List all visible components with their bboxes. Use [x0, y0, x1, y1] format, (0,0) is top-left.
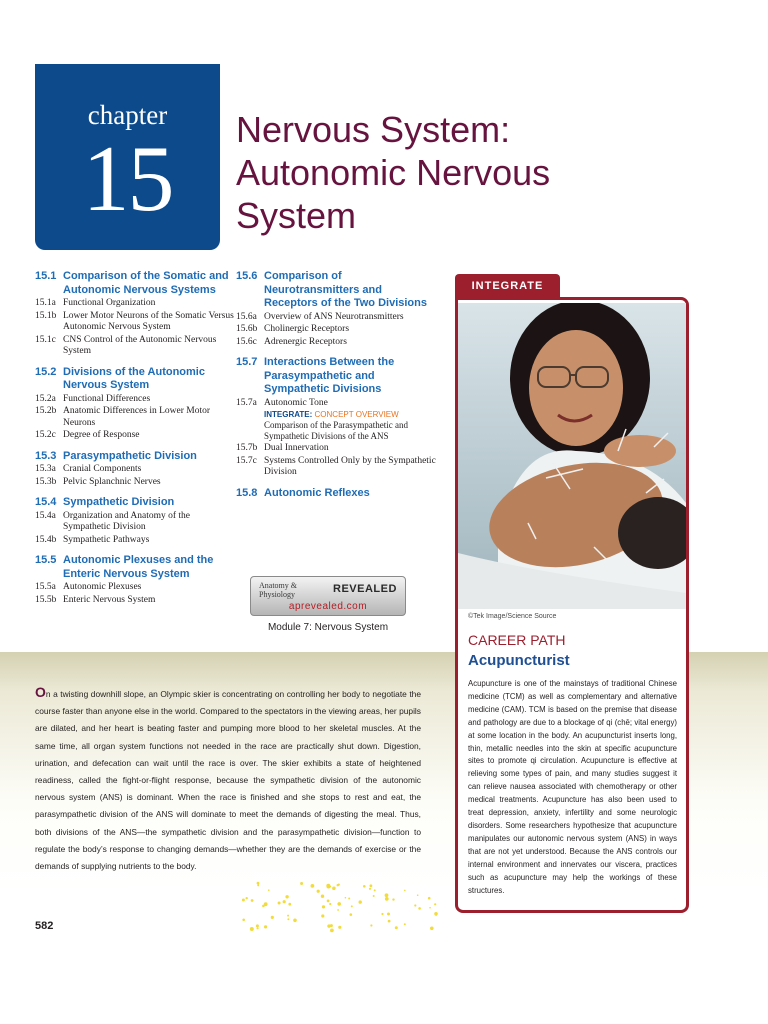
revealed-url-link[interactable]: aprevealed.com: [288, 601, 368, 612]
toc-subsection-title: Systems Controlled Only by the Sympathetic Division: [264, 455, 436, 477]
toc-subsection-title: Functional Organization: [63, 298, 156, 308]
toc-subsection-number: 15.1b: [35, 310, 57, 321]
ap-revealed-logo[interactable]: [250, 576, 406, 616]
decorative-dot: [350, 913, 353, 916]
toc-subsection[interactable]: [35, 430, 235, 442]
toc-integrate-concept: [264, 410, 436, 442]
toc-section-title: Interactions Between the Parasympathetic and Sympathetic Divisions: [264, 356, 395, 395]
toc-subsection-number: 15.1a: [35, 298, 56, 308]
toc-section-heading[interactable]: [35, 450, 235, 464]
toc-subsection-number: 15.3a: [35, 464, 56, 474]
integrate-tab: INTEGRATE: [455, 274, 560, 298]
toc-subsection[interactable]: [35, 582, 235, 594]
toc-section: [35, 450, 235, 489]
toc-section: [236, 487, 436, 501]
toc-section-title: Comparison of the Somatic and Autonomic Nervous Systems: [63, 270, 229, 296]
toc-subsection-title: Pelvic Splanchnic Nerves: [63, 476, 161, 487]
toc-section-title: Autonomic Plexuses and the Enteric Nervous System: [63, 554, 214, 580]
decorative-dot: [417, 894, 419, 896]
career-path-sidebar: [455, 297, 689, 913]
toc-subsection-number: 15.4b: [35, 534, 57, 545]
decorative-dot: [288, 903, 291, 906]
decorative-dot: [327, 900, 330, 903]
toc-subsection-number: 15.4a: [35, 510, 56, 521]
decorative-dot: [257, 882, 260, 885]
toc-section-number: 15.6: [236, 270, 258, 282]
decorative-dot: [283, 900, 286, 903]
decorative-dot: [293, 919, 297, 923]
career-title: Acupuncturist: [468, 652, 570, 669]
decorative-dot: [363, 885, 366, 888]
decorative-dot: [250, 927, 254, 931]
decorative-dot: [418, 907, 421, 910]
decorative-dots-icon: [240, 880, 440, 934]
toc-subsection[interactable]: [35, 535, 235, 547]
decorative-dot: [285, 895, 288, 898]
decorative-dot: [338, 926, 341, 929]
toc-subsection-title: Cranial Components: [63, 464, 142, 474]
decorative-dot: [370, 924, 372, 926]
toc-subsection-number: 15.7c: [236, 455, 257, 466]
toc-subsection[interactable]: [236, 443, 436, 455]
decorative-dot: [242, 919, 245, 922]
page-number: 582: [35, 920, 54, 932]
decorative-dot: [327, 924, 330, 927]
chapter-title: [236, 108, 676, 237]
toc-subsection[interactable]: [236, 337, 436, 349]
acupuncture-photo: [458, 303, 686, 609]
chapter-title-line: Autonomic Nervous: [236, 152, 551, 193]
revealed-logo-anatomy: Anatomy & Physiology: [259, 581, 297, 599]
toc-subsection[interactable]: [35, 335, 235, 358]
toc-subsection-number: 15.6b: [236, 324, 258, 334]
integrate-tag: INTEGRATE:: [264, 410, 313, 419]
toc-section: [236, 356, 436, 479]
toc-section-title: Parasympathetic Division: [63, 449, 197, 462]
decorative-dot: [337, 902, 341, 906]
decorative-dot: [300, 882, 303, 885]
decorative-dot: [278, 902, 281, 905]
decorative-dot: [385, 893, 389, 897]
chapter-number-box: [35, 64, 220, 250]
chapter-intro-paragraph: [35, 684, 421, 875]
toc-subsection[interactable]: [35, 298, 235, 310]
decorative-dot: [430, 927, 434, 931]
toc-section: [236, 270, 436, 348]
toc-section-heading[interactable]: [236, 270, 436, 311]
toc-section-heading[interactable]: [35, 366, 235, 393]
toc-section-number: 15.7: [236, 356, 258, 368]
decorative-dot: [370, 884, 373, 887]
decorative-dot: [351, 905, 353, 907]
toc-section-heading[interactable]: [236, 356, 436, 397]
decorative-dot: [257, 884, 259, 886]
decorative-dot: [329, 903, 331, 905]
toc-section: [35, 366, 235, 442]
decorative-dot: [330, 929, 334, 933]
decorative-dot: [242, 899, 245, 902]
toc-section-number: 15.2: [35, 365, 57, 378]
decorative-dot: [404, 923, 406, 925]
intro-drop-cap: O: [35, 684, 46, 700]
career-description: Acupuncture is one of the mainstays of traditional Chinese medicine (TCM) as well as complementary and alternative medicine (CAM). TCM is based on the premise that disease and pathology are due to a blockage of qi (chē; vital energy) at some location in the body. An acupuncturist inserts long, thin, metallic needles into the skin at specific acupuncture sites to promote qi circulation. Acupuncture is effective at relieving some types of pain, and many studies suggest it can relieve nausea associated with chemotherapy or other medical treatments. Acupuncture has also been used to treat depression, anxiety, infertility and some neurologic disorders. Some researchers hypothesize that acupuncture manipulates our autonomic nervous system (ANS) in ways that are not yet understood. Because the ANS controls our internal environment and innervates our viscera, practices such as acupuncture may help the workings of these structures.: [468, 679, 677, 895]
concept-overview-label: CONCEPT OVERVIEW: [314, 410, 399, 419]
table-of-contents-right: [236, 270, 436, 508]
decorative-dot: [385, 897, 389, 901]
toc-subsection-title: Adrenergic Receptors: [264, 336, 347, 347]
toc-subsection[interactable]: [236, 312, 436, 324]
acupuncture-photo-icon: [458, 303, 686, 609]
decorative-dot: [392, 898, 394, 900]
decorative-dot: [373, 895, 375, 897]
toc-subsection[interactable]: [35, 477, 235, 489]
decorative-dot: [268, 889, 270, 891]
decorative-dot: [359, 900, 362, 903]
decorative-dot: [322, 905, 325, 908]
toc-subsection-number: 15.7b: [236, 443, 258, 453]
decorative-dot: [287, 918, 289, 920]
decorative-dot: [428, 897, 431, 900]
decorative-dot: [381, 913, 383, 915]
toc-subsection[interactable]: [35, 511, 235, 534]
toc-section-number: 15.8: [236, 486, 258, 499]
decorative-dot: [414, 904, 416, 906]
decorative-dot: [332, 887, 336, 891]
decorative-dot: [321, 914, 324, 917]
toc-section-heading[interactable]: [35, 496, 235, 510]
toc-section-title: Divisions of the Autonomic Nervous System: [63, 365, 205, 391]
decorative-dot: [435, 914, 437, 916]
decorative-dot: [387, 913, 390, 916]
decorative-dot: [246, 897, 248, 899]
toc-subsection-number: 15.6a: [236, 311, 257, 322]
toc-subsection[interactable]: [35, 406, 235, 429]
toc-subsection-title: Autonomic Plexuses: [63, 582, 142, 592]
toc-subsection-title: Anatomic Differences in Lower Motor Neurons: [63, 406, 211, 428]
toc-subsection-title: Enteric Nervous System: [63, 594, 156, 605]
decorative-dot: [374, 889, 376, 891]
decorative-dot: [251, 899, 254, 902]
decorative-dot: [264, 925, 267, 928]
decorative-dot: [326, 884, 330, 888]
toc-section-number: 15.3: [35, 449, 57, 462]
toc-subsection-title: Autonomic Tone: [264, 397, 328, 408]
toc-subsection-title: Sympathetic Pathways: [63, 534, 150, 545]
toc-section: [35, 496, 235, 546]
toc-subsection-title: Degree of Response: [63, 430, 140, 440]
toc-section-title: Autonomic Reflexes: [264, 486, 370, 499]
toc-subsection-title: CNS Control of the Autonomic Nervous System: [63, 334, 217, 356]
decorative-dot: [257, 927, 259, 929]
toc-subsection[interactable]: [236, 324, 436, 336]
toc-section-heading[interactable]: [236, 487, 436, 501]
toc-section-number: 15.5: [35, 554, 57, 566]
decorative-dot: [395, 926, 398, 929]
decorative-dot: [337, 909, 339, 911]
toc-section-heading[interactable]: [35, 270, 235, 297]
decorative-dot: [311, 884, 315, 888]
decorative-dot: [317, 890, 320, 893]
decorative-dot: [271, 916, 274, 919]
toc-subsection-number: 15.2b: [35, 406, 57, 416]
decorative-dot: [256, 924, 259, 927]
toc-subsection-number: 15.2c: [35, 430, 56, 440]
toc-subsection[interactable]: [236, 456, 436, 479]
decorative-dot: [348, 898, 350, 900]
toc-section-heading[interactable]: [35, 554, 235, 581]
module-caption: Module 7: Nervous System: [267, 622, 389, 633]
career-path-label: CAREER PATH: [468, 632, 566, 648]
toc-subsection-number: 15.6c: [236, 336, 257, 347]
decorative-dot: [337, 884, 339, 886]
toc-subsection-number: 15.3b: [35, 476, 57, 487]
decorative-dot: [388, 920, 391, 923]
chapter-label: chapter: [87, 100, 168, 130]
toc-section: [35, 554, 235, 606]
toc-subsection-title: Organization and Anatomy of the Sympathetic Division: [63, 510, 190, 532]
decorative-dot: [287, 915, 289, 917]
toc-subsection-title: Cholinergic Receptors: [264, 324, 350, 334]
table-of-contents-left: [35, 270, 235, 614]
toc-subsection[interactable]: [35, 311, 235, 334]
toc-section-number: 15.1: [35, 270, 57, 282]
toc-subsection-title: Functional Differences: [63, 393, 151, 404]
decorative-dot: [429, 907, 431, 909]
decorative-dot: [321, 895, 324, 898]
toc-section-title: Sympathetic Division: [63, 496, 175, 508]
toc-subsection-number: 15.5b: [35, 594, 57, 605]
toc-section-number: 15.4: [35, 496, 57, 508]
toc-section-title: Comparison of Neurotransmitters and Receptors of the Two Divisions: [264, 270, 427, 309]
toc-subsection[interactable]: [35, 394, 235, 406]
toc-subsection-number: 15.1c: [35, 334, 56, 345]
photo-credit: ©Tek Image/Science Source: [468, 613, 557, 620]
toc-subsection-title: Lower Motor Neurons of the Somatic Versus Autonomic Nervous System: [63, 310, 234, 332]
toc-subsection-number: 15.5a: [35, 582, 56, 592]
chapter-title-line: System: [236, 195, 357, 236]
toc-section: [35, 270, 235, 358]
decorative-dot: [434, 903, 436, 905]
concept-overview-text: Comparison of the Parasympathetic and Sympathetic Divisions of the ANS: [264, 420, 408, 441]
decorative-dot: [262, 905, 265, 908]
intro-body: n a twisting downhill slope, an Olympic skier is concentrating on controlling her body to negotiate the course faster than anyone else in the world. Compared to the spectators in the viewing areas, her pupils are dilated, and her heart is beating faster and pumping more blood to her skeletal muscles. At the same time, all organ system functions not needed in the race are practically shut down. Digestion, urination, and defecation can wait until the race is over. The skier exhibits a state of heightened readiness, called the fight-or-flight response, because the sympathetic division of the autonomic nervous system (ANS) is dominant. When the race is finished and she stops to rest and eat, the parasympathetic division of the ANS will dominate to meet the demands of digesting the meal. Thus, both divisions of the ANS—the sympathetic division and the parasympathetic division—function to regulate the body’s response to changing demands—whether they are the demands of exercise or the demands of supplying nutrients to the body.: [35, 689, 421, 872]
decorative-dot: [369, 888, 371, 890]
decorative-dot: [345, 897, 347, 899]
decorative-dot: [404, 890, 406, 892]
chapter-number: 15: [82, 127, 173, 231]
toc-subsection[interactable]: [35, 595, 235, 607]
toc-subsection[interactable]: [236, 398, 436, 410]
toc-subsection-number: 15.2a: [35, 393, 56, 404]
chapter-title-line: Nervous System:: [236, 109, 511, 150]
toc-subsection[interactable]: [35, 464, 235, 476]
toc-subsection-number: 15.7a: [236, 397, 257, 408]
toc-subsection-title: Overview of ANS Neurotransmitters: [264, 311, 404, 322]
revealed-logo-word: REVEALED: [333, 583, 397, 595]
toc-subsection-title: Dual Innervation: [264, 443, 329, 453]
